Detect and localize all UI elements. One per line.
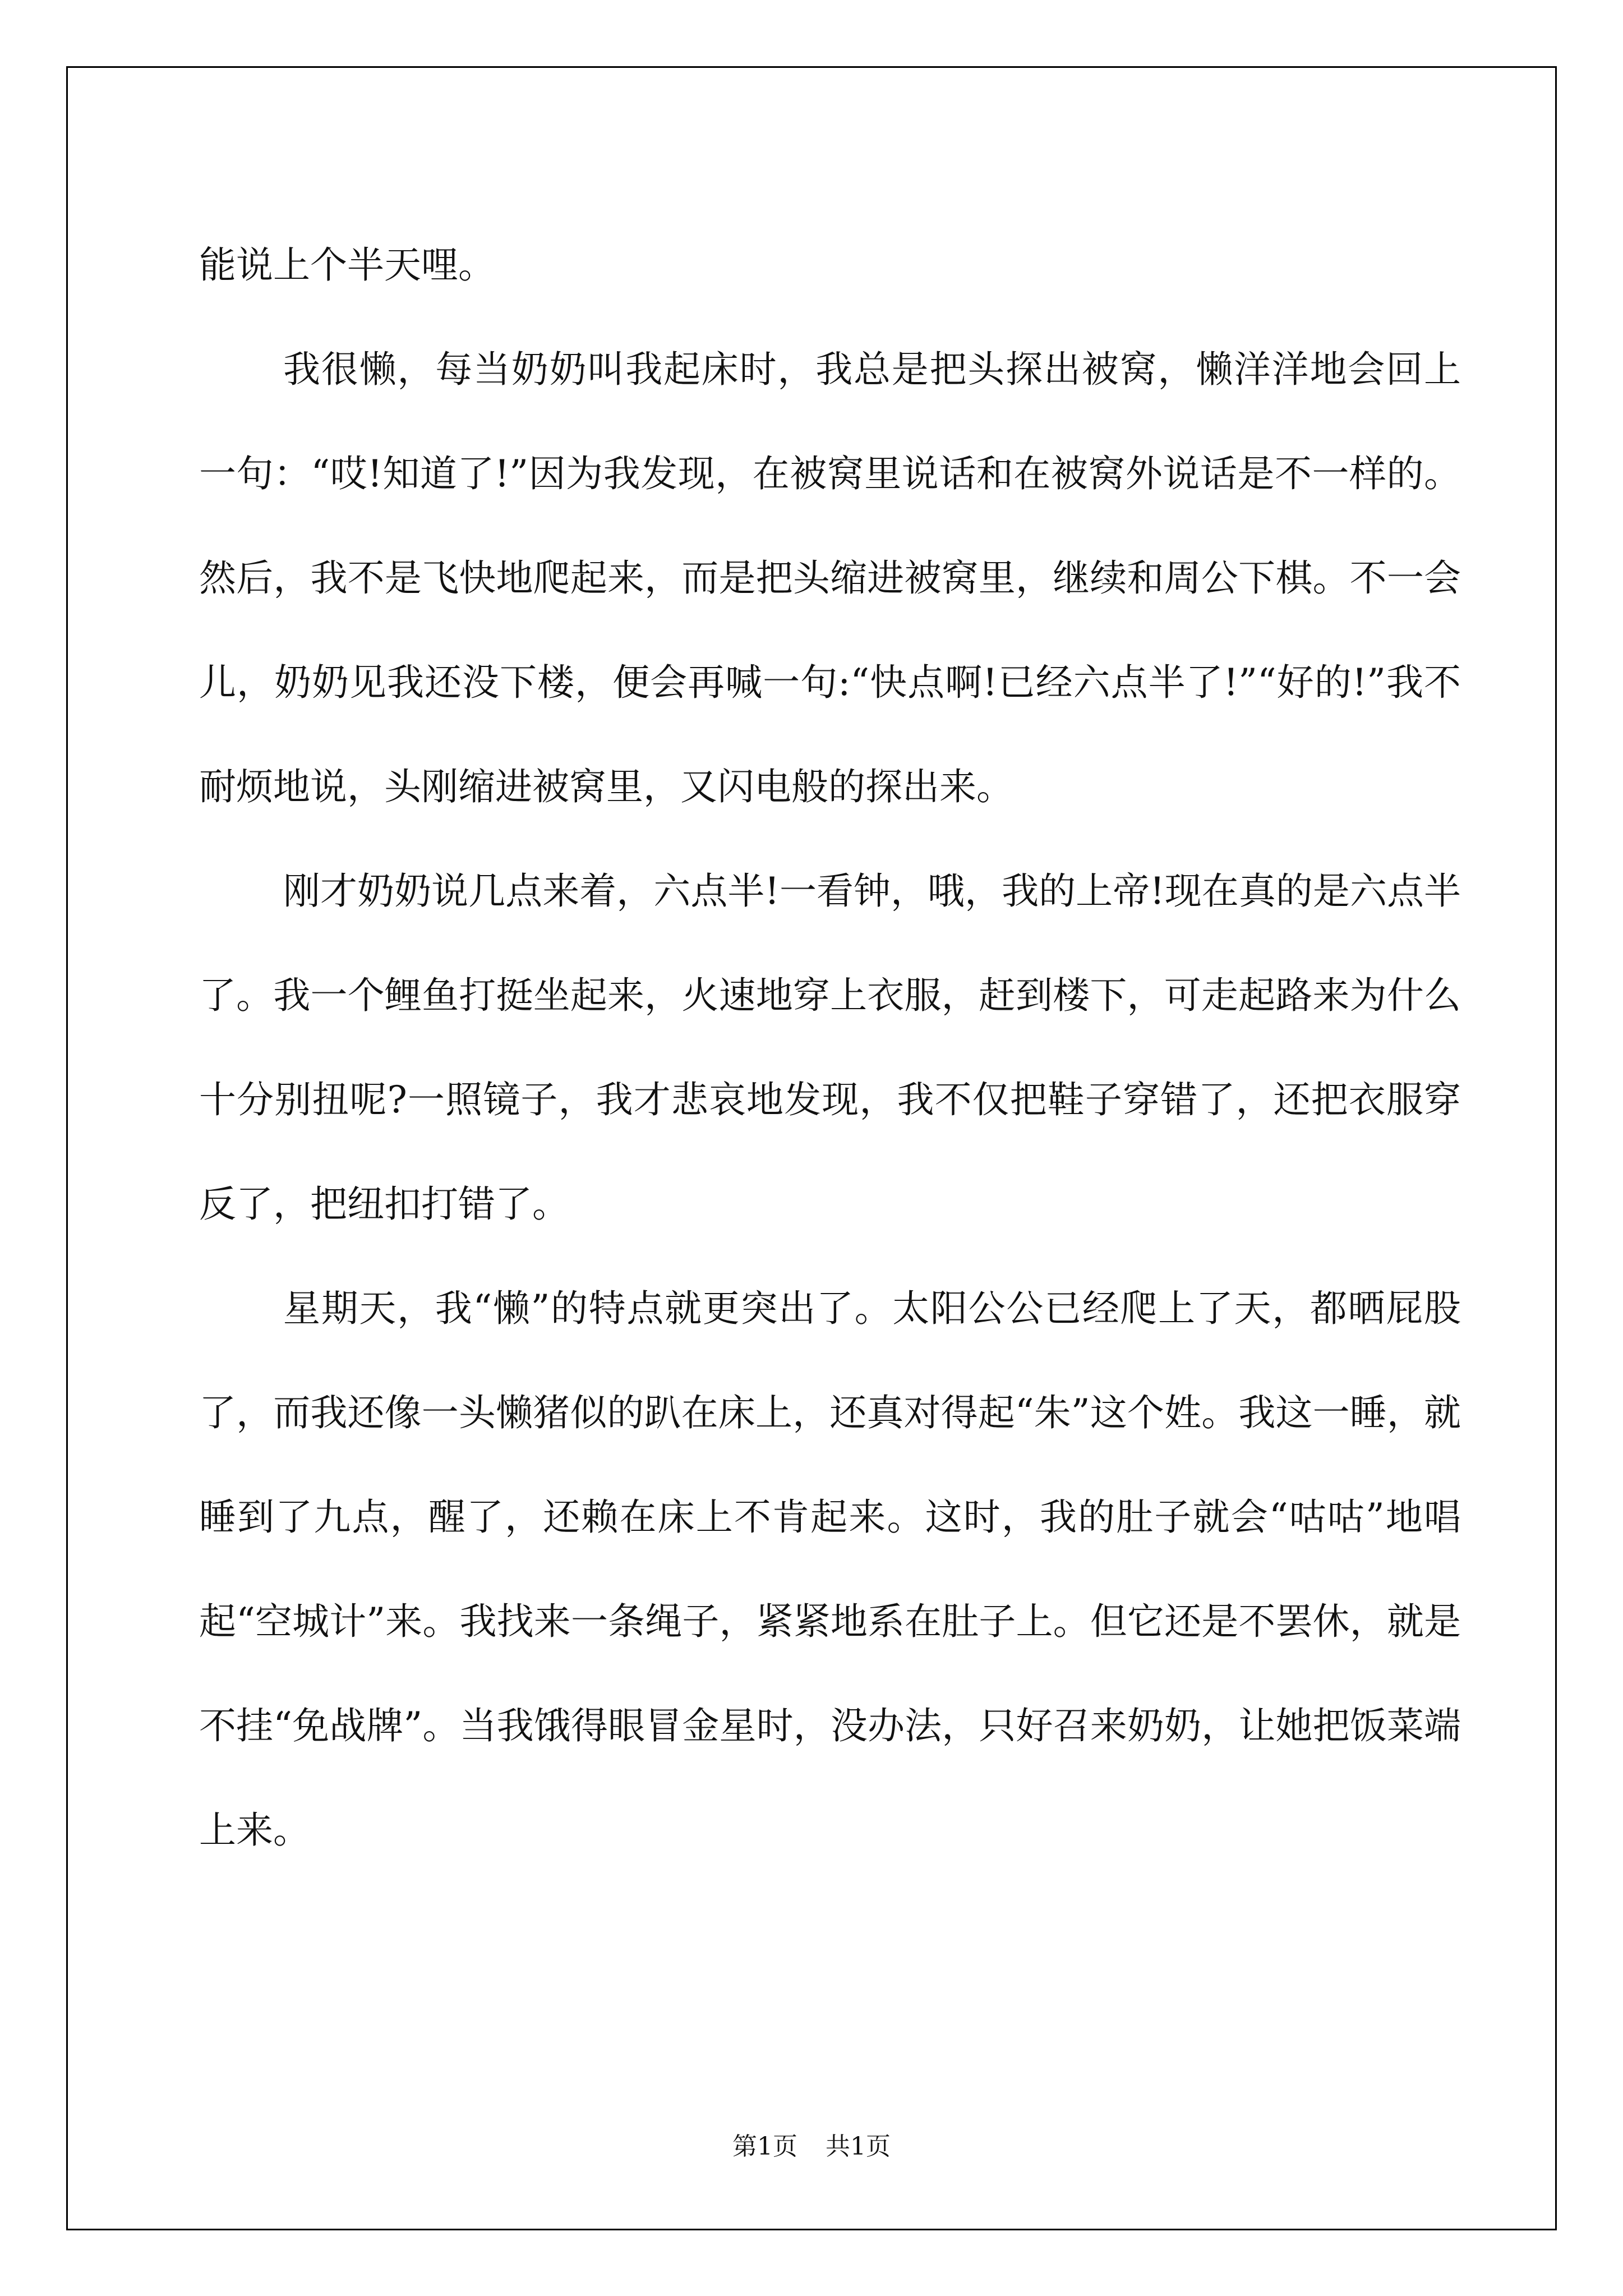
page-total: 共1页 <box>826 2132 891 2161</box>
paragraph-3: 刚才奶奶说几点来着，六点半!一看钟，哦，我的上帝!现在真的是六点半了。我一个鲤鱼打挺坐起来，火速地穿上衣服，赶到楼下，可走起路来为什么十分别扭呢?一照镜子，我才悲哀地发现，我不仅把鞋子穿错了，还把衣服穿反了，把纽扣打错了。 <box>199 869 1461 1226</box>
document-body <box>199 213 1461 1883</box>
paragraph-1: 能说上个半天哩。 <box>199 243 495 287</box>
page-number: 第1页 <box>732 2132 797 2161</box>
paragraph-2: 我很懒，每当奶奶叫我起床时，我总是把头探出被窝，懒洋洋地会回上一句：“哎!知道了!”因为我发现，在被窝里说话和在被窝外说话是不一样的。然后，我不是飞快地爬起来，而是把头缩进被窝里，继续和周公下棋。不一会儿，奶奶见我还没下楼，便会再喊一句:“快点啊!已经六点半了!”“好的!”我不耐烦地说，头刚缩进被窝里，又闪电般的探出来。 <box>199 348 1461 808</box>
paragraph-4: 星期天，我“懒”的特点就更突出了。太阳公公已经爬上了天，都晒屁股了，而我还像一头懒猪似的趴在床上，还真对得起“朱”这个姓。我这一睡，就睡到了九点，醒了，还赖在床上不肯起来。这时，我的肚子就会“咕咕”地唱起“空城计”来。我找来一条绳子，紧紧地系在肚子上。但它还是不罢休，就是不挂“免战牌”。当我饿得眼冒金星时，没办法，只好召来奶奶，让她把饭菜端上来。 <box>199 1287 1461 1852</box>
page-footer <box>0 2126 1623 2162</box>
